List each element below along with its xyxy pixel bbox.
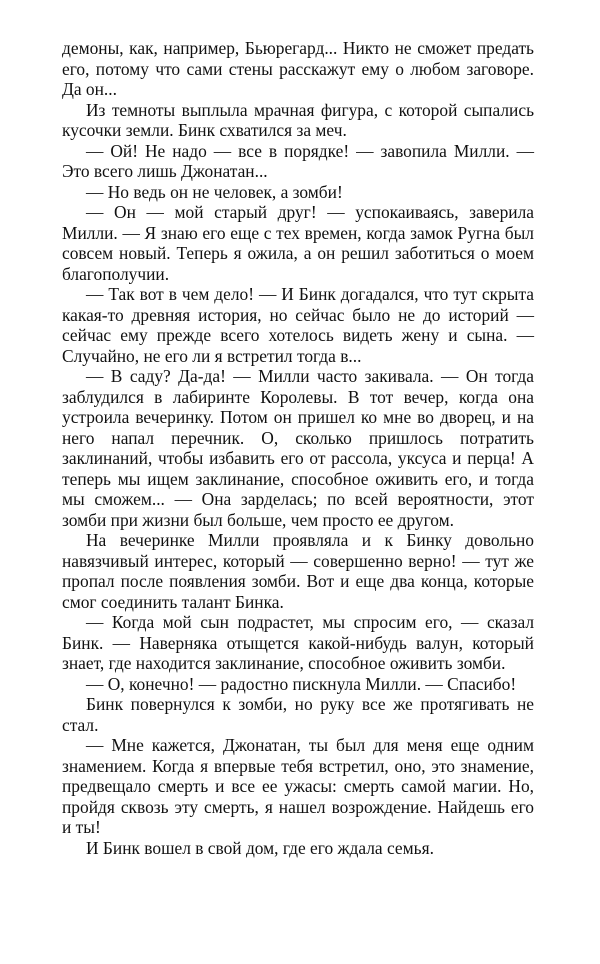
paragraph-4: — Но ведь он не человек, а зомби!: [86, 181, 343, 202]
paragraph-6: — Так вот в чем дело! — И Бинк догадался, что тут скрыта какая-то древняя история, но сейчас было не до историй — сейчас ему прежде всего хотелось видеть жену и сына. — Случайно, не его ли я встретил тогда в...: [62, 284, 534, 366]
paragraph-3: — Ой! Не надо — все в порядке! — завопила Милли. — Это всего лишь Джонатан...: [62, 140, 534, 181]
paragraph-8: На вечеринке Милли проявляла и к Бинку довольно навязчивый интерес, который — совершенно верно! — тут же пропал после появления зомби. Вот и еще два конца, которые смог соединить талант Бинка.: [62, 530, 534, 612]
paragraph-1: демоны, как, например, Бьюрегард... Никто не сможет предать его, потому что сами стены расскажут ему о любом заговоре. Да он...: [62, 38, 534, 99]
paragraph-7: — В саду? Да-да! — Милли часто закивала. — Он тогда заблудился в лабиринте Королевы. В тот вечер, когда она устроила вечеринку. Потом он пришел ко мне во дворец, и на него напал перечник. О, сколько пришлось потратить заклинаний, чтобы избавить его от рассола, уксуса и перца! А теперь мы ищем заклинание, способное оживить его, и тогда мы сможем... — Она зарделась; по всей вероятности, этот зомби при жизни был больше, чем просто ее другом.: [62, 366, 534, 530]
paragraph-10: — О, конечно! — радостно пискнула Милли. — Спасибо!: [86, 673, 517, 694]
paragraph-13: И Бинк вошел в свой дом, где его ждала семья.: [86, 837, 434, 858]
paragraph-2: Из темноты выплыла мрачная фигура, с которой сыпались кусочки земли. Бинк схватился за меч.: [62, 99, 534, 140]
book-page-text: [62, 38, 534, 858]
paragraph-9: — Когда мой сын подрастет, мы спросим его, — сказал Бинк. — Наверняка отыщется какой-нибудь валун, который знает, где находится заклинание, способное оживить зомби.: [62, 612, 534, 673]
paragraph-12: — Мне кажется, Джонатан, ты был для меня еще одним знамением. Когда я впервые тебя встретил, оно, это знамение, предвещало смерть и все ее ужасы: смерть самой магии. Но, пройдя сквозь эту смерть, я нашел возрождение. Найдешь его и ты!: [62, 735, 534, 837]
paragraph-11: Бинк повернулся к зомби, но руку все же протягивать не стал.: [62, 694, 534, 735]
paragraph-5: — Он — мой старый друг! — успокаиваясь, заверила Милли. — Я знаю его еще с тех времен, когда замок Ругна был совсем новый. Теперь я ожила, а он решил заботиться о моем благополучии.: [62, 202, 534, 284]
